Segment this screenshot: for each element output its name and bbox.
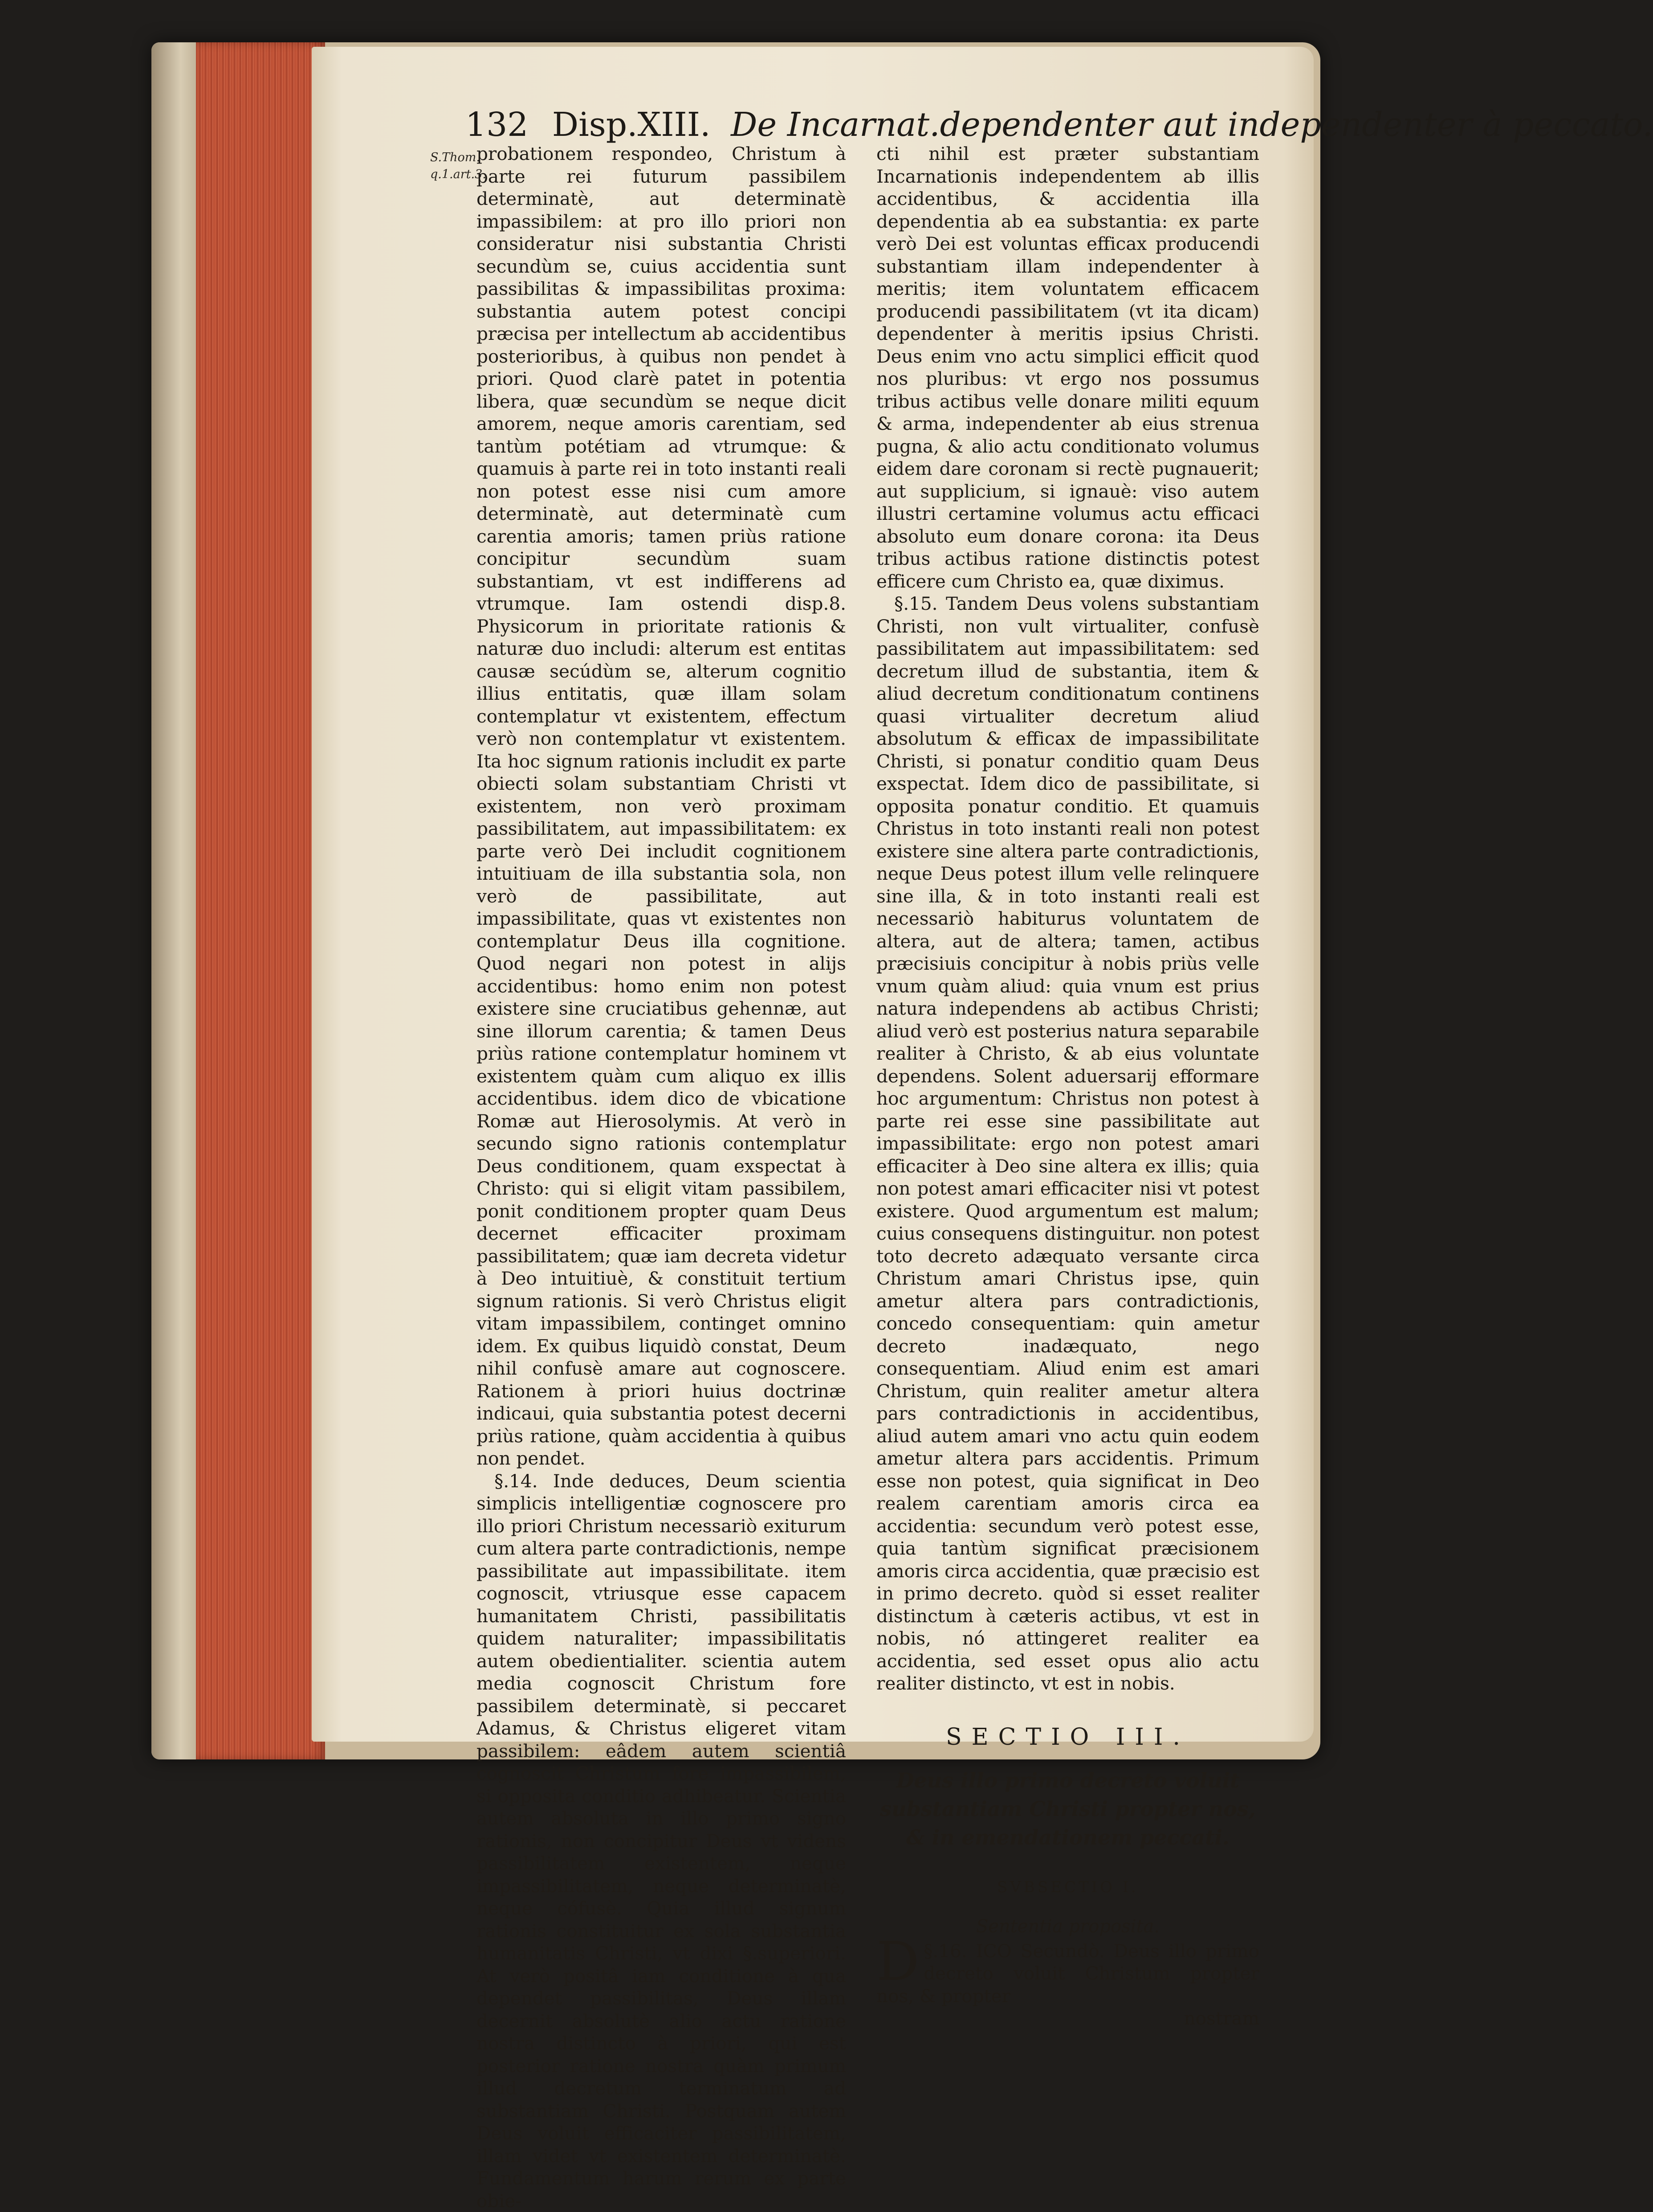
book-cover-edge (151, 42, 200, 1759)
margin-note: S.Thom. q.1.art.3. (430, 149, 466, 183)
right-column (876, 143, 1259, 2030)
paragraph-16-text: ICO Secundò. Deus illo primo decreto voluit Christum propter nos, & propter (876, 1940, 1259, 2007)
disputation-label: Disp.XIII. (552, 106, 711, 144)
page-edges (196, 42, 325, 1759)
right-paragraph-continuation: cti nihil est præter substantiam Incarnationis independentem ab illis accidentibus, & accidentia illa dependentia ab ea substantia: ex parte verò Dei est voluntas efficax producendi substantiam illam independenter à meritis; item voluntatem efficacem producendi passibilitatem (vt ita dicam) dependenter à meritis ipsius Christi. Deus enim vno actu simplici efficit quod nos pluribus: vt ergo nos possumus tribus actibus velle donare militi equum & arma, independenter ab eius strenua pugna, & alio actu conditionato volumus eidem dare coronam si rectè pugnauerit; aut supplicium, si ignauè: viso autem illustri certamine volumus actu efficaci absoluto eum donare corona: ita Deus tribus actibus ratione distinctis potest efficere cum Christo ea, quæ diximus. (876, 143, 1259, 592)
left-paragraph-14: §.14. Inde deduces, Deum scientia simplicis intelligentiæ cognoscere pro illo priori Christum necessariò exiturum cum altera parte contradictionis, nempe passibilitate aut impassibilitate. item cognoscit, vtriusque esse capacem humanitatem Christi, passibilitatis quidem naturaliter; impassibilitatis autem obedientialiter. scientia autem media cognoscit Christum fore passibilem determinatè, si peccaret Adamus, & Christus eligeret vitam passibilem: eâdem autem scientiâ cognoscit Christum fore impassibilem, si opposita conditio adhibeatur. Scientia autem absoluta in illo primo signo rationis, non concipitur Deus vt videns passibilitatem existentem, neque impassibilitatem, neque determinatè, neque cófusè. Quia illud signum rationis constituitur ex sola substantia humanitatis Christi, vt dixi §.superiori. At verò positâ iam conditione à qua dependet passibilitas, Deus illam decernit absolutè alio actu ratione nostra distincto à priori, qui est posterior ratione nostra quàm primum illud decretum terminatum ad substantiam Christi. Postquam autem Deus voluit efficaciter passibilitatem, illam videt vt existentem determinatè. Fundamentum harum rerum ex parte obie- (476, 1470, 846, 2212)
drop-cap: D (876, 1944, 919, 1980)
catchword: nostram (876, 2007, 1259, 2030)
page-number: 132 (465, 106, 528, 144)
left-column (476, 143, 846, 2212)
running-header (465, 100, 1258, 149)
header-title: De Incarnat.dependenter aut independenter à peccato. (731, 106, 1653, 144)
right-paragraph-15: §.15. Tandem Deus volens substantiam Christi, non vult virtualiter, confusè passibilitatem aut impassibilitatem: sed decretum illud de substantia, item & aliud decretum conditionatum continens quasi virtualiter decretum aliud absolutum & efficax de impassibilitate Christi, si ponatur conditio quam Deus exspectat. Idem dico de passibilitate, si opposita ponatur conditio. Et quamuis Christus in toto instanti reali non potest existere sine altera parte contradictionis, neque Deus potest illum velle relinquere sine illa, & in toto instanti reali est necessariò habiturus voluntatem de altera, aut de altera; tamen, actibus præcisiuis concipitur à nobis priùs velle vnum quàm aliud: quia vnum est prius natura independens ab actibus Christi; aliud verò est posterius natura separabile realiter à Christo, & ab eius voluntate dependens. Solent aduersarij efformare hoc argumentum: Christus non potest à parte rei esse sine passibilitate aut impassibilitate: ergo non potest amari efficaciter à Deo sine altera ex illis; quia non potest amari efficaciter nisi vt potest existere. Quod argumentum est malum; cuius consequens distinguitur. non potest toto decreto adæquato versante circa Christum amari Christus ipse, quin ametur altera pars contradictionis, concedo consequentiam: quin ametur decreto inadæquato, nego consequentiam. Aliud enim est amari Christum, quin realiter ametur altera pars contradictionis in accidentibus, aliud autem amari vno actu quin eodem ametur altera pars accidentis. Primum esse non potest, quia significat in Deo realem carentiam amoris circa ea accidentia: secundum verò potest esse, quia tantùm significat præcisionem amoris circa accidentia, quæ præcisio est in primo decreto. quòd si esset realiter distinctum à cæteris actibus, vt est in nobis, nó attingeret realiter ea accidentia, sed esset opus alio actu realiter distincto, vt est in nobis. (876, 592, 1259, 1695)
section-subtitle: Deus illo primo decreto voluit substantiam Christi propter nos, & in emendationem peccati. (876, 1766, 1259, 1852)
left-paragraph-continuation: probationem respondeo, Christum à parte rei futurum passibilem determinatè, aut determinatè impassibilem: at pro illo priori non consideratur nisi substantia Christi secundùm se, cuius accidentia sunt passibilitas & impassibilitas proxima: substantia autem potest concipi præcisa per intellectum ab accidentibus posterioribus, à quibus non pendet à priori. Quod clarè patet in potentia libera, quæ secundùm se neque dicit amorem, neque amoris carentiam, sed tantùm potétiam ad vtrumque: & quamuis à parte rei in toto instanti reali non potest esse nisi cum amore determinatè, aut determinatè cum carentia amoris; tamen priùs ratione concipitur secundùm suam substantiam, vt est indifferens ad vtrumque. Iam ostendi disp.8. Physicorum in prioritate rationis & naturæ duo includi: alterum est entitas causæ secúdùm se, alterum cognitio illius entitatis, quæ illam solam contemplatur vt existentem, effectum verò non contemplatur vt existentem. Ita hoc signum rationis includit ex parte obiecti solam substantiam Christi vt existentem, non verò proximam passibilitatem, aut impassibilitatem: ex parte verò Dei includit cognitionem intuitiuam de illa substantia sola, non verò de passibilitate, aut impassibilitate, quas vt existentes non contemplatur Deus illa cognitione. Quod negari non potest in alijs accidentibus: homo enim non potest existere sine cruciatibus gehennæ, aut sine illorum carentia; & tamen Deus priùs ratione contemplatur hominem vt existentem quàm cum aliquo ex illis accidentibus. idem dico de vbicatione Romæ aut Hierosolymis. At verò in secundo signo rationis contemplatur Deus conditionem, quam exspectat à Christo: qui si eligit vitam passibilem, ponit conditionem propter quam Deus decernet efficaciter proximam passibilitatem; quæ iam decreta videtur à Deo intuitiuè, & constituit tertium signum rationis. Si verò Christus eligit vitam impassibilem, continget omnino idem. Ex quibus liquidò constat, Deum nihil confusè amare aut cognoscere. Rationem à priori huius doctrinæ indicaui, quia substantia potest decerni priùs ratione, quàm accidentia à quibus non pendet. (476, 143, 846, 1470)
paragraph-16 (876, 1940, 1259, 2008)
paragraph-16-marker: §.16. (924, 1940, 967, 1962)
sententia-heading: Sententia proposita. (876, 1913, 1259, 1940)
subsection-title: SVBSECTIO I. (876, 1875, 1259, 1900)
section-title: SECTIO III. (876, 1722, 1259, 1753)
